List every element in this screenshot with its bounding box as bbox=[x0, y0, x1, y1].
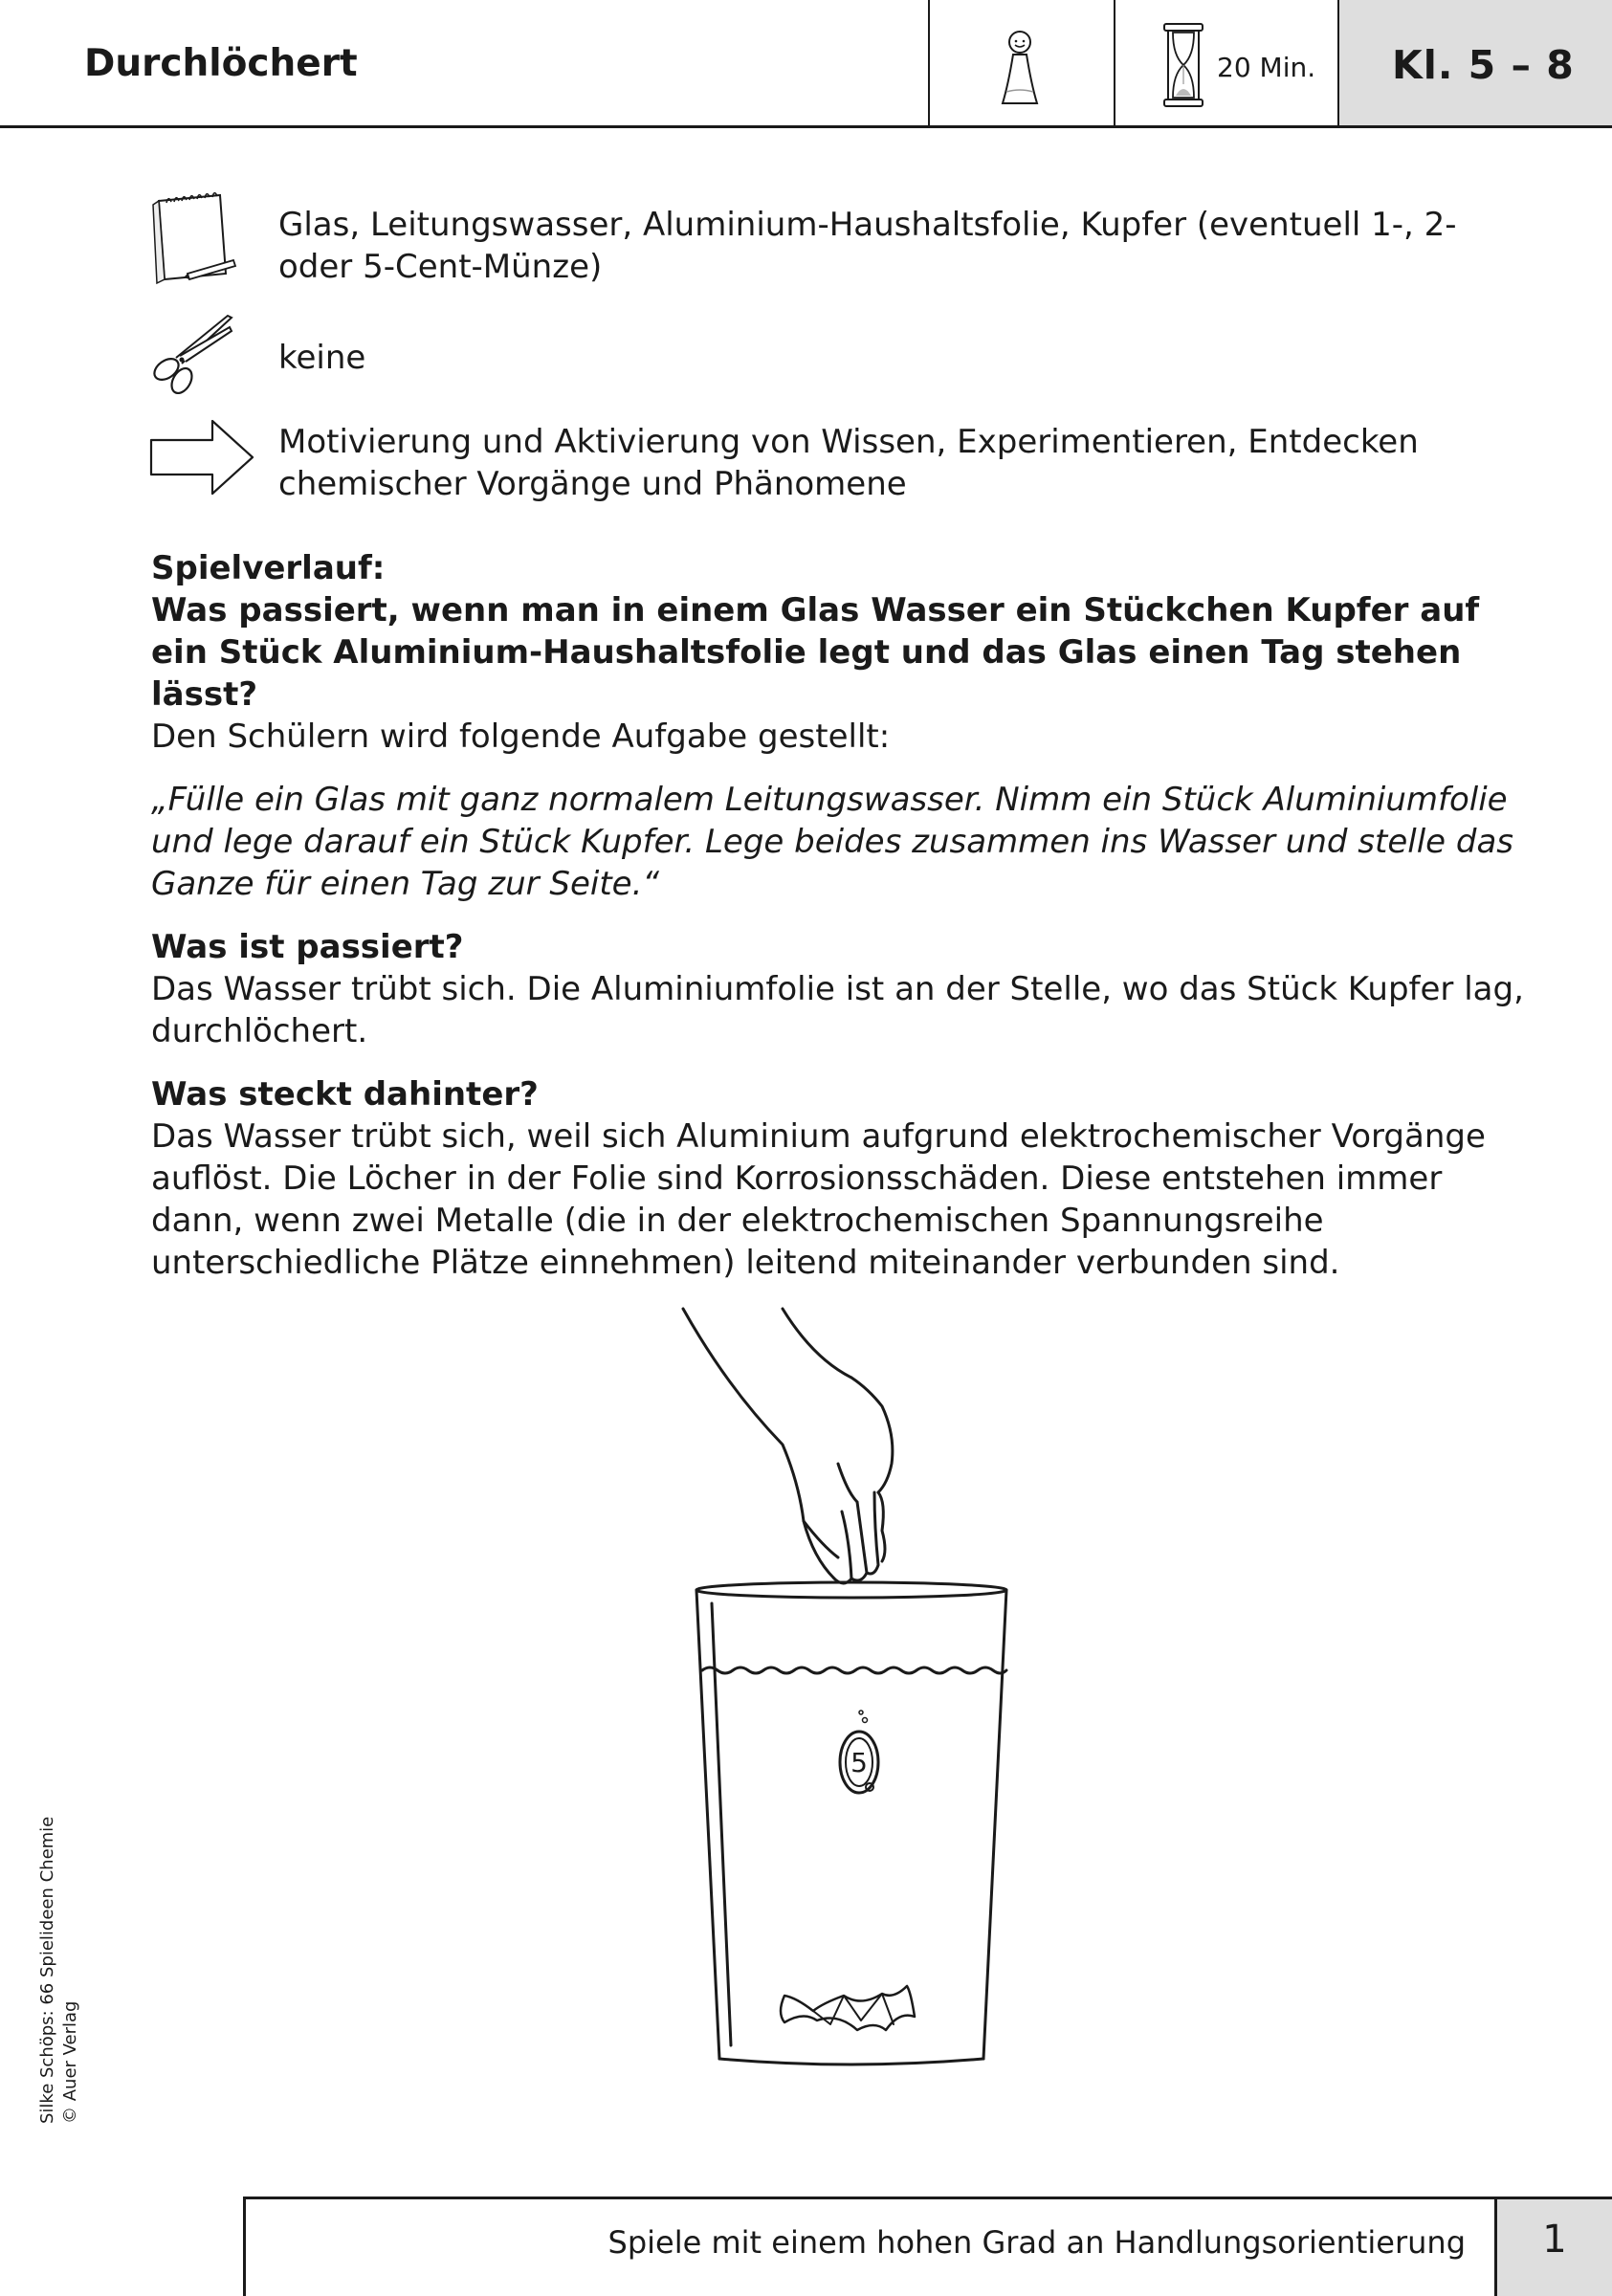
coin-label: 5 bbox=[850, 1747, 868, 1778]
prep-text: keine bbox=[278, 339, 366, 377]
scissors-icon bbox=[147, 314, 235, 394]
header-divider bbox=[1114, 0, 1115, 127]
header-rule bbox=[0, 125, 1612, 128]
header-divider bbox=[928, 0, 930, 127]
procedure-question: Was passiert, wenn man in einem Glas Wasser ein Stückchen Kupfer auf ein Stück Aluminium-Haushaltsfolie legt und das Glas einen Tag stehen lässt? bbox=[151, 591, 1480, 714]
copyright-credit bbox=[36, 1779, 82, 2124]
procedure-intro: Den Schülern wird folgende Aufgabe gestellt: bbox=[151, 718, 891, 756]
explanation-text: Das Wasser trübt sich, weil sich Aluminium aufgrund elektrochemischer Vorgänge auflöst. Die Löcher in der Folie sind Korrosionsschäden. Diese entstehen immer dann, wenn zwei Metalle (die in der elektrochemischen Spannungsreihe unterschiedliche Plätze einnehmen) leitend miteinander verbunden sind. bbox=[151, 1117, 1486, 1282]
result-heading: Was ist passiert? bbox=[151, 928, 464, 966]
explanation-heading: Was steckt dahinter? bbox=[151, 1075, 539, 1114]
task-quote: „Fülle ein Glas mit ganz normalem Leitungswasser. Nimm ein Stück Aluminiumfolie und lege darauf ein Stück Kupfer. Lege beides zusammen ins Wasser und stelle das Ganze für einen Tag zur Seite.“ bbox=[151, 781, 1513, 903]
notepad-pen-icon bbox=[145, 189, 237, 287]
single-person-icon bbox=[995, 29, 1045, 107]
duration-label: 20 Min. bbox=[1217, 52, 1316, 83]
footer-chapter: Spiele mit einem hohen Grad an Handlungsorientierung bbox=[607, 2224, 1466, 2261]
arrow-right-icon bbox=[149, 417, 256, 497]
credit-line-1: Silke Schöps: 66 Spielideen Chemie bbox=[37, 1816, 57, 2124]
footer-rule bbox=[243, 2197, 1612, 2199]
credit-line-2: © Auer Verlag bbox=[60, 2000, 80, 2124]
game-procedure bbox=[151, 547, 1529, 1284]
grade-label: Kl. 5 – 8 bbox=[1392, 42, 1575, 88]
goals-text: Motivierung und Aktivierung von Wissen, Experimentieren, Entdecken chemischer Vorgänge und Phänomene bbox=[278, 423, 1419, 503]
page-number: 1 bbox=[1542, 2218, 1567, 2262]
result-text: Das Wasser trübt sich. Die Aluminiumfolie ist an der Stelle, wo das Stück Kupfer lag, durchlöchert. bbox=[151, 970, 1524, 1050]
materials-text: Glas, Leitungswasser, Aluminium-Haushaltsfolie, Kupfer (eventuell 1-, 2- oder 5-Cent-Münze) bbox=[278, 206, 1457, 286]
hand-glass-coin-illustration bbox=[670, 1301, 1033, 2095]
hourglass-icon bbox=[1160, 21, 1206, 109]
procedure-heading: Spielverlauf: bbox=[151, 549, 386, 587]
page-title: Durchlöchert bbox=[84, 42, 358, 85]
